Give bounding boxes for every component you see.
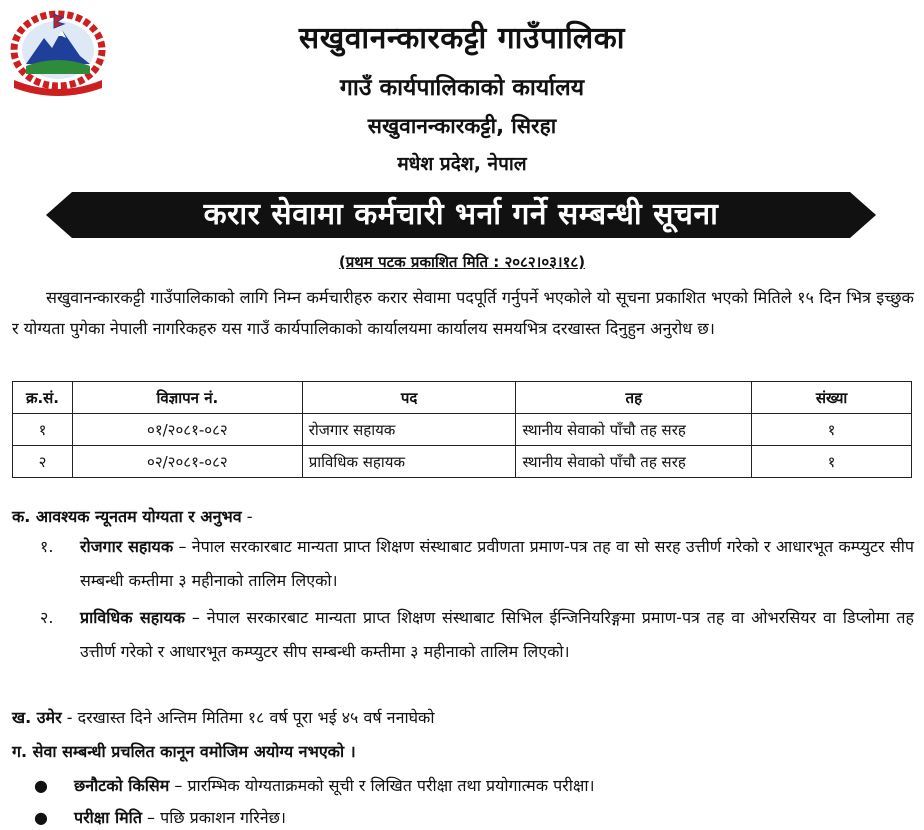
municipality-name: सखुवानन्कारकट्टी गाउँपालिका — [298, 21, 626, 56]
list-item — [34, 806, 286, 828]
province-country: मधेश प्रदेश, नेपाल — [397, 153, 527, 175]
list-item — [40, 601, 914, 669]
section-age: ख. उमेर - दरखास्त दिने अन्तिम मितिमा १८ वर्ष पूरा भई ४५ वर्ष ननाघेको — [12, 708, 435, 727]
notice-title: करार सेवामा कर्मचारी भर्ना गर्ने सम्बन्धी सूचना — [203, 197, 719, 232]
cell-level: स्थानीय सेवाको पाँचौ तह सरह — [516, 414, 752, 446]
bullet-icon: ● — [34, 808, 48, 827]
cell-count: १ — [752, 446, 912, 478]
list-item — [34, 774, 595, 796]
col-advertisement-no: विज्ञापन नं. — [72, 382, 302, 414]
col-count: संख्या — [752, 382, 912, 414]
item-title: परीक्षा मिति — [74, 808, 142, 827]
cell-count: १ — [752, 414, 912, 446]
cell-advertisement-no: ०२/२०८१-०८२ — [72, 446, 302, 478]
cell-post: रोजगार सहायक — [302, 414, 516, 446]
cell-post: प्राविधिक सहायक — [302, 446, 516, 478]
col-serial: क्र.सं. — [13, 382, 73, 414]
item-title: प्राविधिक सहायक — [80, 608, 185, 627]
intro-paragraph: सखुवानन्कारकट्टी गाउँपालिकाको लागि निम्न कर्मचारीहरु करार सेवामा पदपूर्ति गर्नुपर्ने भएकोले यो सूचना प्रकाशित भएको मितिले १५ दिन भित्र इच्छुक र योग्यता पुगेका नेपाली नागरिकहरु यस गाउँ कार्यपालिकाको कार्यालयमा कार्यालय समयभित्र दरखास्त दिनुहुन अनुरोध छ। — [12, 288, 914, 338]
vacancy-table — [12, 381, 912, 478]
item-text: – पछि प्रकाशन गरिनेछ। — [141, 808, 286, 827]
cell-serial: १ — [13, 414, 73, 446]
item-text: – नेपाल सरकारबाट मान्यता प्राप्त शिक्षण संस्थाबाट प्रवीणता प्रमाण-पत्र तह वा सो सरह उत्तीर्ण गरेको र आधारभूत कम्प्युटर सीप सम्बन्धी कम्तीमा ३ महीनाको तालिम लिएको। — [80, 537, 914, 590]
item-text: – प्रारम्भिक योग्यताक्रमको सूची र लिखित परीक्षा तथा प्रयोगात्मक परीक्षा। — [169, 776, 595, 795]
col-level: तह — [516, 382, 752, 414]
section-eligibility: ग. सेवा सम्बन्धी प्रचलित कानून वमोजिम अयोग्य नभएको । — [12, 742, 356, 761]
office-name: गाउँ कार्यपालिकाको कार्यालय — [339, 75, 585, 101]
item-number: २. — [40, 608, 54, 627]
table-row — [13, 414, 912, 446]
office-location: सखुवानन्कारकट्टी, सिरहा — [367, 114, 557, 138]
list-item — [40, 530, 914, 598]
table-header-row — [13, 382, 912, 414]
item-number: १. — [40, 537, 54, 556]
item-text: – नेपाल सरकारबाट मान्यता प्राप्त शिक्षण संस्थाबाट सिभिल ईन्जिनियरिङ्गमा प्रमाण-पत्र तह वा ओभरसियर वा डिप्लोमा तह उत्तीर्ण गरेको र आधारभूत कम्प्युटर सीप सम्बन्धी कम्तीमा ३ महीनाको तालिम लिएको। — [80, 608, 914, 661]
col-post: पद — [302, 382, 516, 414]
cell-serial: २ — [13, 446, 73, 478]
bullet-icon: ● — [34, 776, 48, 795]
title-banner — [46, 190, 876, 240]
cell-advertisement-no: ०१/२०८१-०८२ — [72, 414, 302, 446]
section-qualification-heading: क. आवश्यक न्यूनतम योग्यता र अनुभव - — [12, 507, 253, 526]
item-title: छनौटको किसिम — [74, 776, 170, 795]
item-title: रोजगार सहायक — [80, 537, 174, 556]
cell-level: स्थानीय सेवाको पाँचौ तह सरह — [516, 446, 752, 478]
publication-date: (प्रथम पटक प्रकाशित मिति : २०८२।०३।१८) — [338, 253, 586, 271]
table-row — [13, 446, 912, 478]
